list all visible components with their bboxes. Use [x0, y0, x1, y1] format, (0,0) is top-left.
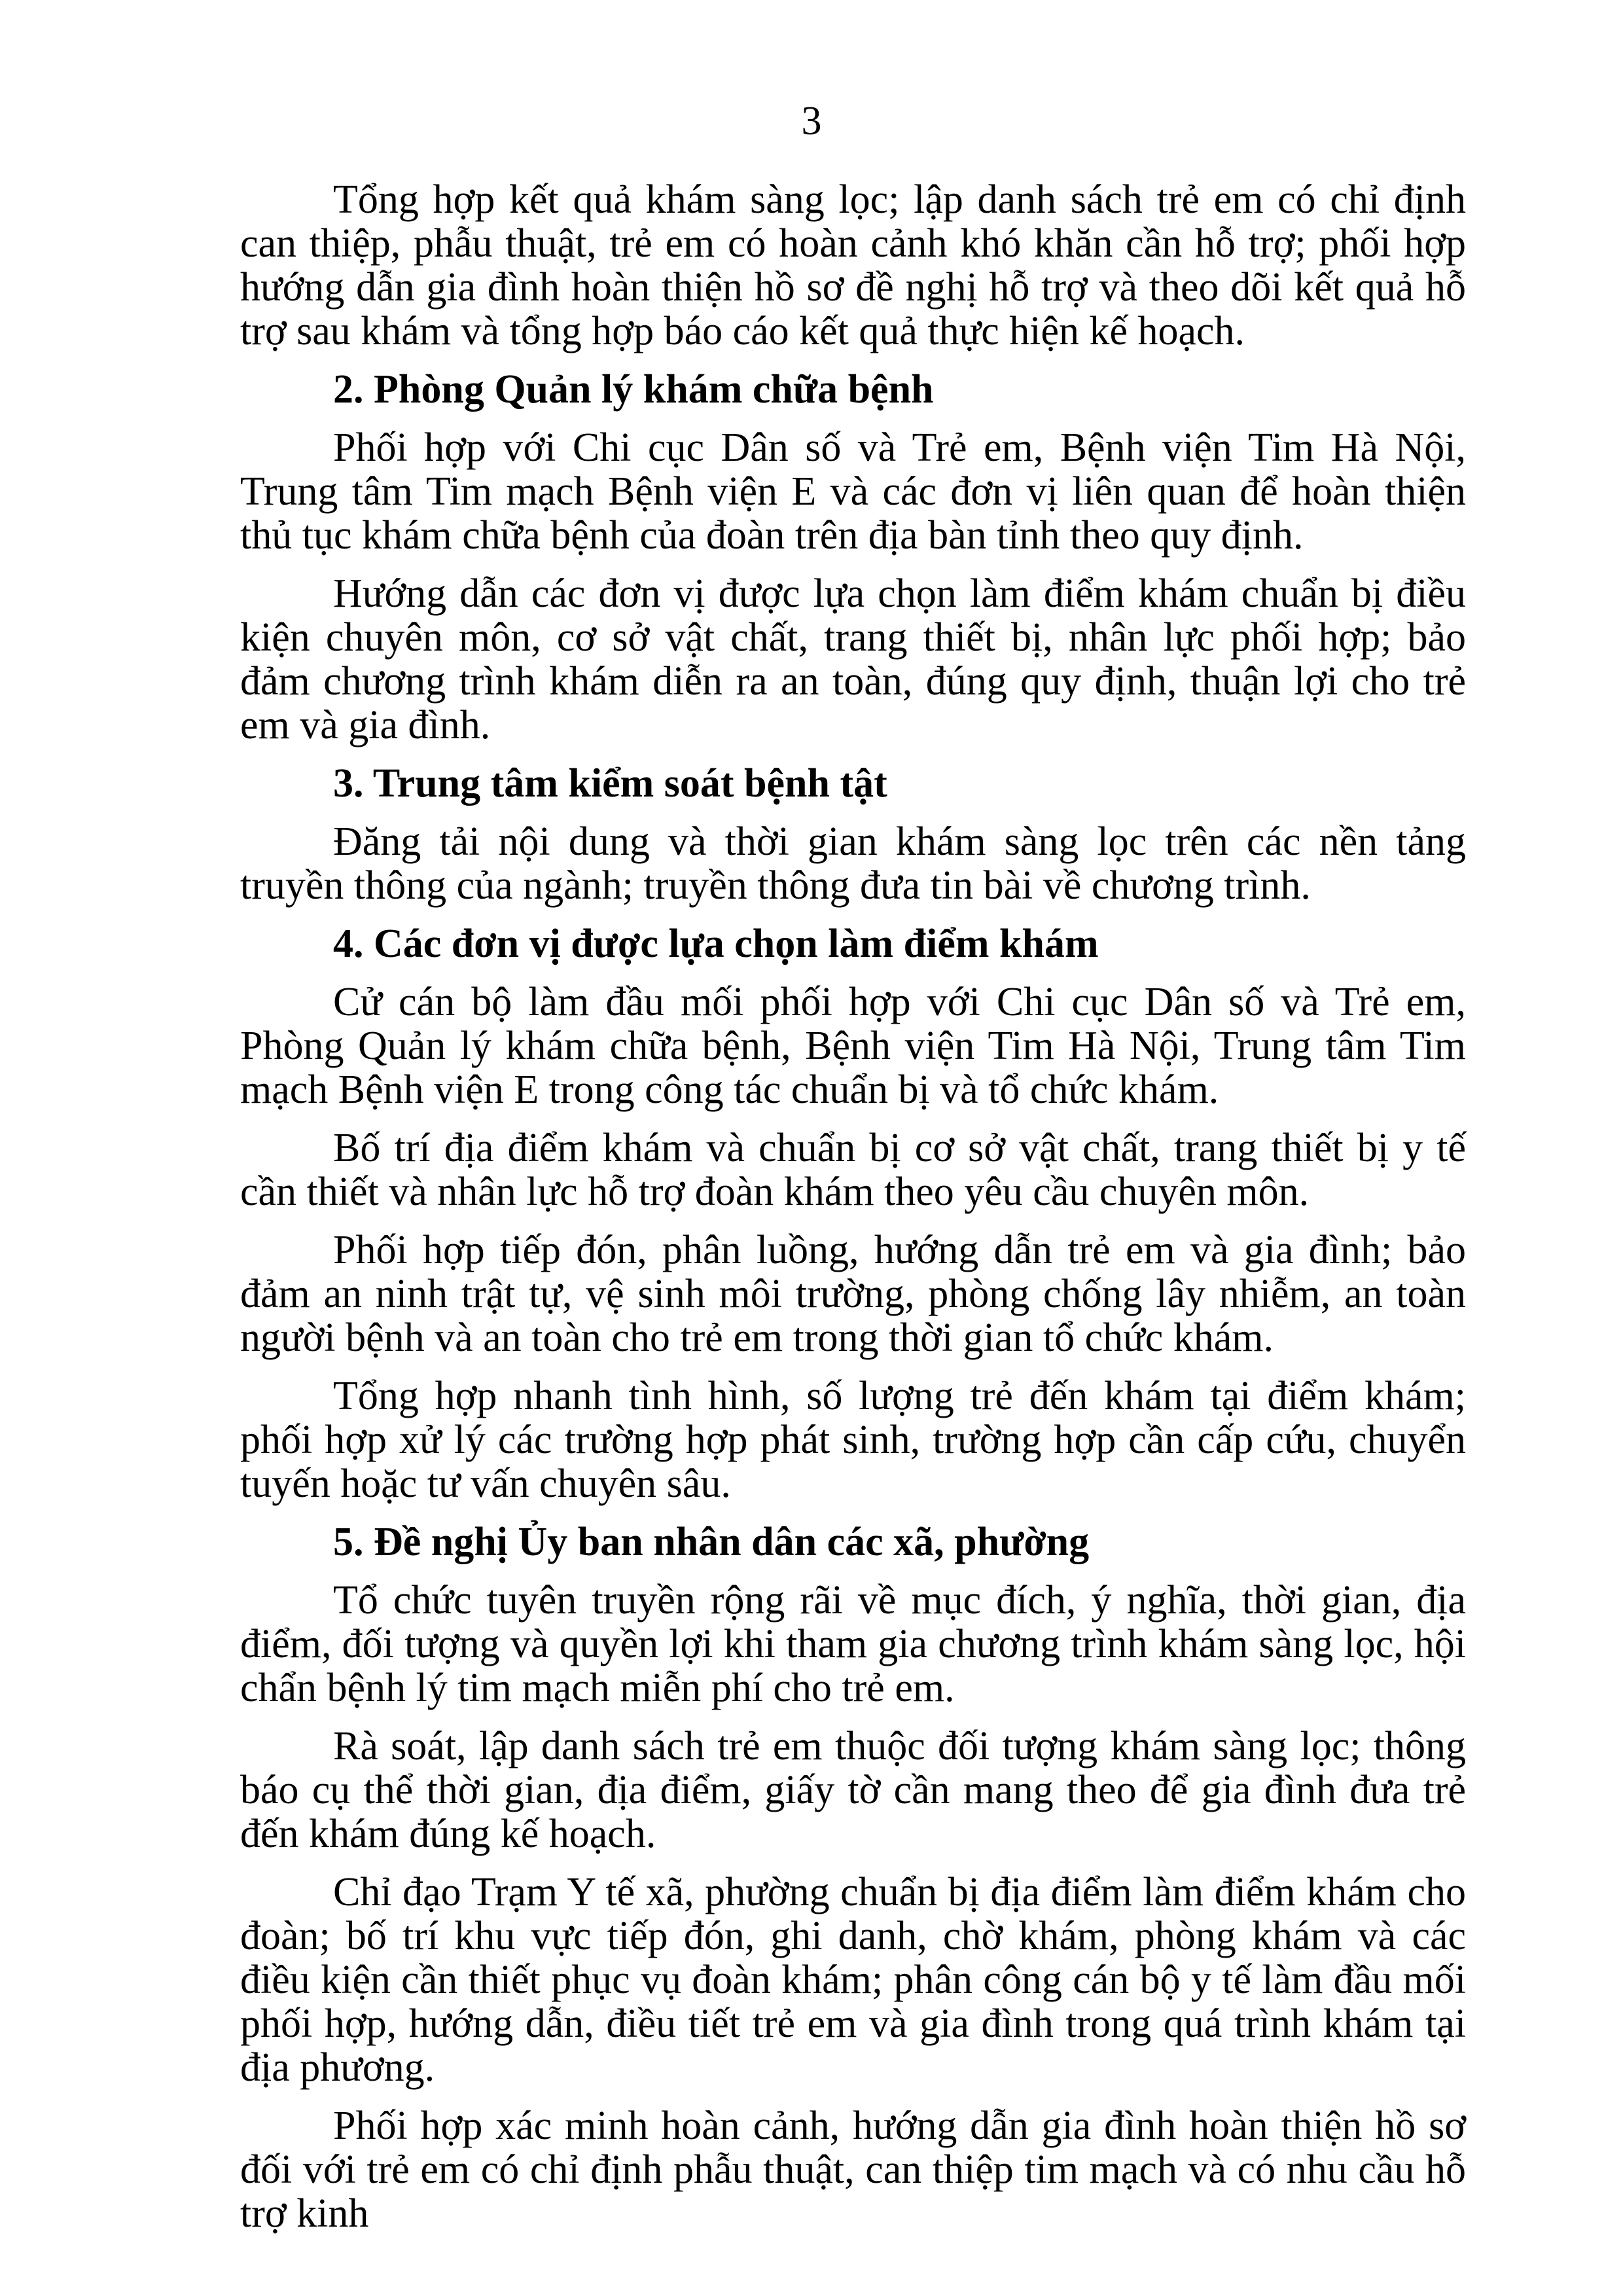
section-heading-3: 3. Trung tâm kiểm soát bệnh tật	[333, 761, 887, 806]
paragraph-5-1: Tổ chức tuyên truyền rộng rãi về mục đích, ý nghĩa, thời gian, địa điểm, đối tượng và quyền lợi khi tham gia chương trình khám sàng lọc, hội chẩn bệnh lý tim mạch miễn phí cho trẻ em.	[240, 1578, 1466, 1710]
paragraph-4-3: Phối hợp tiếp đón, phân luồng, hướng dẫn trẻ em và gia đình; bảo đảm an ninh trật tự, vệ sinh môi trường, phòng chống lây nhiễm, an toàn người bệnh và an toàn cho trẻ em trong thời gian tổ chức khám.	[240, 1228, 1466, 1360]
paragraph-5-4: Phối hợp xác minh hoàn cảnh, hướng dẫn gia đình hoàn thiện hồ sơ đối với trẻ em có chỉ định phẫu thuật, can thiệp tim mạch và có nhu cầu hỗ trợ kinh	[240, 2104, 1466, 2236]
paragraph-4-2: Bố trí địa điểm khám và chuẩn bị cơ sở vật chất, trang thiết bị y tế cần thiết và nhân lực hỗ trợ đoàn khám theo yêu cầu chuyên môn.	[240, 1126, 1466, 1214]
paragraph-2-1: Phối hợp với Chi cục Dân số và Trẻ em, Bệnh viện Tim Hà Nội, Trung tâm Tim mạch Bệnh viện E và các đơn vị liên quan để hoàn thiện thủ tục khám chữa bệnh của đoàn trên địa bàn tỉnh theo quy định.	[240, 425, 1466, 558]
page-number: 3	[801, 99, 822, 143]
paragraph-2-2: Hướng dẫn các đơn vị được lựa chọn làm điểm khám chuẩn bị điều kiện chuyên môn, cơ sở vật chất, trang thiết bị, nhân lực phối hợp; bảo đảm chương trình khám diễn ra an toàn, đúng quy định, thuận lợi cho trẻ em và gia đình.	[240, 571, 1466, 747]
paragraph-5-2: Rà soát, lập danh sách trẻ em thuộc đối tượng khám sàng lọc; thông báo cụ thể thời gian, địa điểm, giấy tờ cần mang theo để gia đình đưa trẻ đến khám đúng kế hoạch.	[240, 1724, 1466, 1856]
paragraph-4-1: Cử cán bộ làm đầu mối phối hợp với Chi cục Dân số và Trẻ em, Phòng Quản lý khám chữa bệnh, Bệnh viện Tim Hà Nội, Trung tâm Tim mạch Bệnh viện E trong công tác chuẩn bị và tổ chức khám.	[240, 980, 1466, 1112]
section-heading-5: 5. Đề nghị Ủy ban nhân dân các xã, phường	[333, 1520, 1090, 1564]
paragraph-3-1: Đăng tải nội dung và thời gian khám sàng lọc trên các nền tảng truyền thông của ngành; truyền thông đưa tin bài về chương trình.	[240, 819, 1466, 908]
paragraph-5-3: Chỉ đạo Trạm Y tế xã, phường chuẩn bị địa điểm làm điểm khám cho đoàn; bố trí khu vực tiếp đón, ghi danh, chờ khám, phòng khám và các điều kiện cần thiết phục vụ đoàn khám; phân công cán bộ y tế làm đầu mối phối hợp, hướng dẫn, điều tiết trẻ em và gia đình trong quá trình khám tại địa phương.	[240, 1870, 1466, 2090]
paragraph-4-4: Tổng hợp nhanh tình hình, số lượng trẻ đến khám tại điểm khám; phối hợp xử lý các trường hợp phát sinh, trường hợp cần cấp cứu, chuyển tuyến hoặc tư vấn chuyên sâu.	[240, 1374, 1466, 1506]
document-body	[240, 178, 1466, 2250]
section-heading-4: 4. Các đơn vị được lựa chọn làm điểm khám	[333, 922, 1099, 966]
paragraph-summary-results: Tổng hợp kết quả khám sàng lọc; lập danh sách trẻ em có chỉ định can thiệp, phẫu thuật, trẻ em có hoàn cảnh khó khăn cần hỗ trợ; phối hợp hướng dẫn gia đình hoàn thiện hồ sơ đề nghị hỗ trợ và theo dõi kết quả hỗ trợ sau khám và tổng hợp báo cáo kết quả thực hiện kế hoạch.	[240, 177, 1466, 353]
section-heading-2: 2. Phòng Quản lý khám chữa bệnh	[333, 367, 934, 412]
